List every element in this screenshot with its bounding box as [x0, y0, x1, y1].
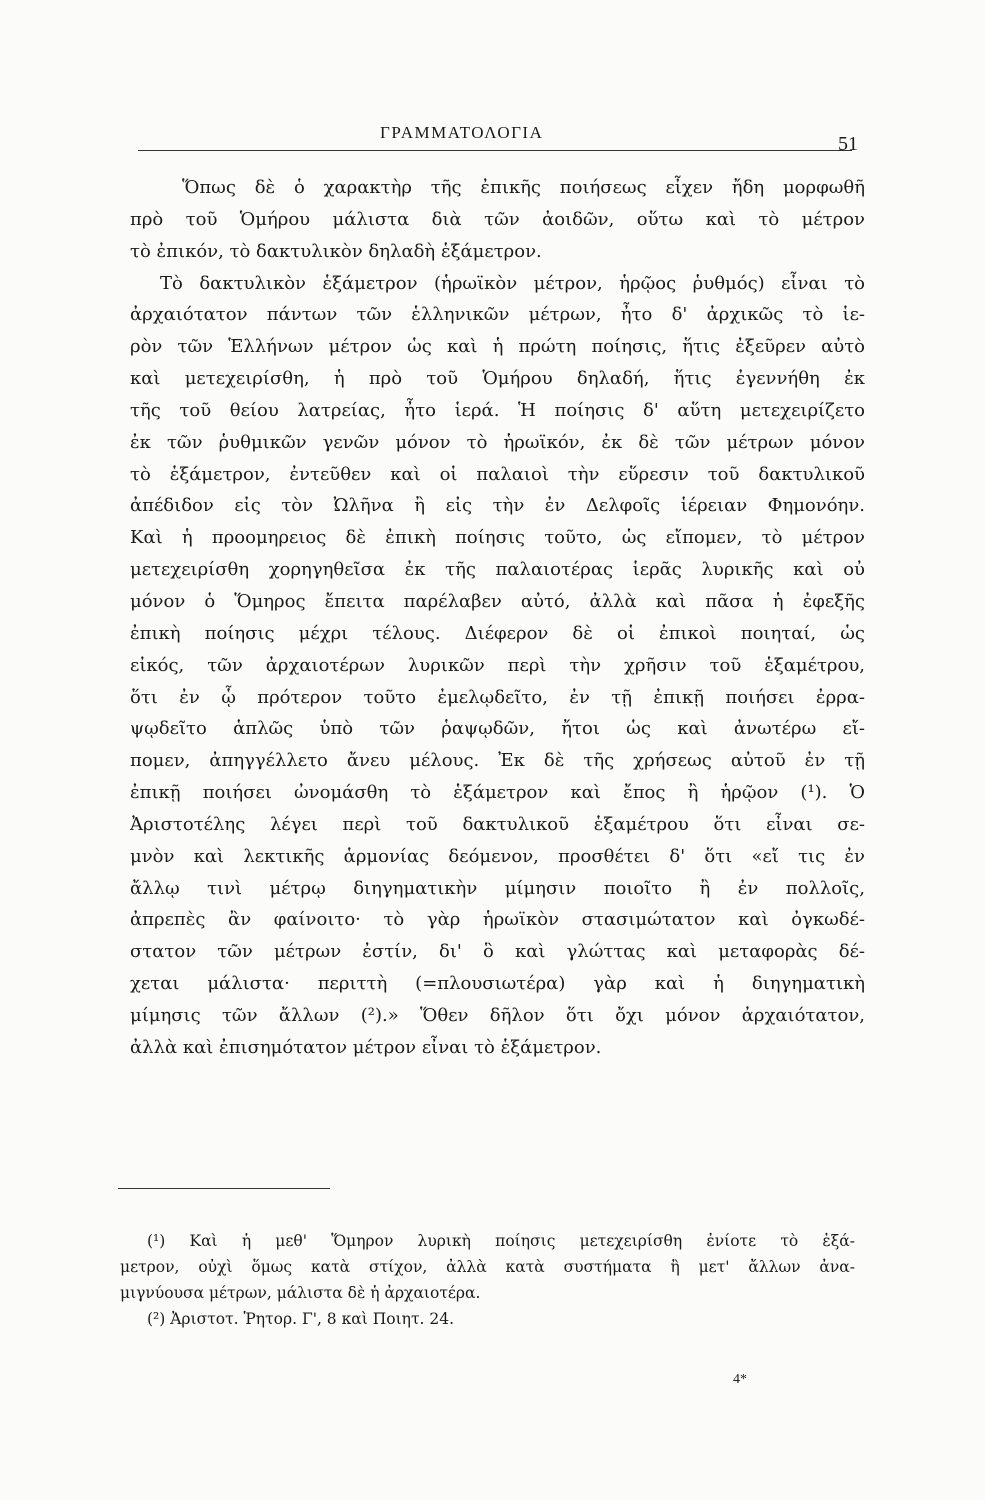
- footnote-line: (²) Ἀριστοτ. Ῥητορ. Γ', 8 καὶ Ποιητ. 24.: [147, 1310, 455, 1328]
- header-rule: [138, 150, 852, 151]
- text-line: ἀρχαιότατον πάντων τῶν ἑλληνικῶν μέτρων, ἦτο δ' ἀρχικῶς τὸ ἱε-: [130, 304, 865, 326]
- text-line: Τὸ δακτυλικὸν ἑξάμετρον (ἡρωϊκὸν μέτρον, ἡρῷος ῥυθμός) εἶναι τὸ: [160, 272, 865, 294]
- text-line: ἐκ τῶν ῥυθμικῶν γενῶν μόνον τὸ ἡρωϊκόν, ἐκ δὲ τῶν μέτρων μόνον: [130, 431, 865, 453]
- text-line: ἀπρεπὲς ἂν φαίνοιτο· τὸ γὰρ ἡρωϊκὸν στασιμώτατον καὶ ὀγκωδέ-: [130, 909, 865, 931]
- text-line: μίμησις τῶν ἄλλων (²).» Ὅθεν δῆλον ὅτι ὄχι μόνον ἀρχαιότατον,: [130, 1004, 865, 1026]
- body-text: [130, 172, 865, 1064]
- text-line: ἐπικὴ ποίησις μέχρι τέλους. Διέφερον δὲ οἱ ἐπικοὶ ποιηταί, ὡς: [130, 622, 865, 644]
- text-line: Ἀριστοτέλης λέγει περὶ τοῦ δακτυλικοῦ ἑξαμέτρου ὅτι εἶναι σε-: [130, 813, 865, 835]
- footnote-rule: [118, 1188, 330, 1189]
- text-line: στατον τῶν μέτρων ἐστίν, δι' ὃ καὶ γλώττας καὶ μεταφορὰς δέ-: [130, 941, 865, 963]
- footnote-line: μετρον, οὐχὶ ὅμως κατὰ στίχον, ἀλλὰ κατὰ συστήματα ἢ μετ' ἄλλων ἀνα-: [120, 1258, 855, 1276]
- page-number: 51: [838, 133, 858, 155]
- text-line: Καὶ ἡ προομηρειος δὲ ἐπικὴ ποίησις τοῦτο, ὡς εἴπομεν, τὸ μέτρον: [130, 527, 865, 549]
- text-line: ἀλλὰ καὶ ἐπισημότατον μέτρον εἶναι τὸ ἑξάμετρον.: [130, 1036, 602, 1058]
- footnotes: [120, 1228, 855, 1332]
- text-line: καὶ μετεχειρίσθη, ἡ πρὸ τοῦ Ὁμήρου δηλαδή, ἥτις ἐγεννήθη ἐκ: [130, 368, 865, 390]
- running-title: ΓΡΑΜΜΑΤΟΛΟΓΙΑ: [380, 123, 544, 142]
- text-line: ρὸν τῶν Ἑλλήνων μέτρον ὡς καὶ ἡ πρώτη ποίησις, ἥτις ἐξεῦρεν αὐτὸ: [130, 336, 865, 358]
- text-line: μνὸν καὶ λεκτικῆς ἁρμονίας δεόμενον, προσθέτει δ' ὅτι «εἴ τις ἐν: [130, 845, 865, 867]
- text-line: ψῳδεῖτο ἁπλῶς ὑπὸ τῶν ῥαψῳδῶν, ἤτοι ὡς καὶ ἀνωτέρω εἴ-: [130, 718, 865, 740]
- text-line: τῆς τοῦ θείου λατρείας, ἦτο ἱερά. Ἡ ποίησις δ' αὕτη μετεχειρίζετο: [130, 399, 865, 421]
- footnote-line: (¹) Καὶ ἡ μεθ' Ὅμηρον λυρικὴ ποίησις μετεχειρίσθη ἐνίοτε τὸ ἑξά-: [147, 1232, 855, 1250]
- text-line: ἀπέδιδον εἰς τὸν Ὠλῆνα ἢ εἰς τὴν ἐν Δελφοῖς ἱέρειαν Φημονόην.: [130, 495, 865, 517]
- signature-mark: 4*: [733, 1372, 747, 1387]
- text-line: εἰκός, τῶν ἀρχαιοτέρων λυρικῶν περὶ τὴν χρῆσιν τοῦ ἑξαμέτρου,: [130, 654, 865, 676]
- text-line: τὸ ἐπικόν, τὸ δακτυλικὸν δηλαδὴ ἑξάμετρον.: [130, 240, 542, 262]
- text-line: μετεχειρίσθη χορηγηθεῖσα ἐκ τῆς παλαιοτέρας ἱερᾶς λυρικῆς καὶ οὐ: [130, 559, 865, 581]
- text-line: ἄλλῳ τινὶ μέτρῳ διηγηματικὴν μίμησιν ποιοῖτο ἢ ἐν πολλοῖς,: [130, 877, 865, 899]
- text-line: χεται μάλιστα· περιττὴ (=πλουσιωτέρα) γὰρ καὶ ἡ διηγηματικὴ: [130, 973, 865, 995]
- text-line: μόνον ὁ Ὅμηρος ἔπειτα παρέλαβεν αὐτό, ἀλλὰ καὶ πᾶσα ἡ ἐφεξῆς: [130, 590, 865, 612]
- text-line: ὅτι ἐν ᾧ πρότερον τοῦτο ἐμελῳδεῖτο, ἐν τῇ ἐπικῇ ποιήσει ἐρρα-: [130, 686, 865, 708]
- text-line: πομεν, ἀπηγγέλλετο ἄνευ μέλους. Ἐκ δὲ τῆς χρήσεως αὐτοῦ ἐν τῇ: [130, 750, 865, 772]
- footnote-line: μιγνύουσα μέτρων, μάλιστα δὲ ἡ ἀρχαιοτέρα.: [120, 1284, 481, 1302]
- text-line: Ὅπως δὲ ὁ χαρακτὴρ τῆς ἐπικῆς ποιήσεως εἶχεν ἤδη μορφωθῆ: [182, 177, 865, 198]
- text-line: τὸ ἑξάμετρον, ἐντεῦθεν καὶ οἱ παλαιοὶ τὴν εὕρεσιν τοῦ δακτυλικοῦ: [130, 463, 865, 485]
- text-line: ἐπικῇ ποιήσει ὠνομάσθη τὸ ἑξάμετρον καὶ ἔπος ἢ ἡρῷον (¹). Ὁ: [130, 782, 865, 804]
- text-line: πρὸ τοῦ Ὁμήρου μάλιστα διὰ τῶν ἀοιδῶν, οὕτω καὶ τὸ μέτρον: [130, 208, 865, 230]
